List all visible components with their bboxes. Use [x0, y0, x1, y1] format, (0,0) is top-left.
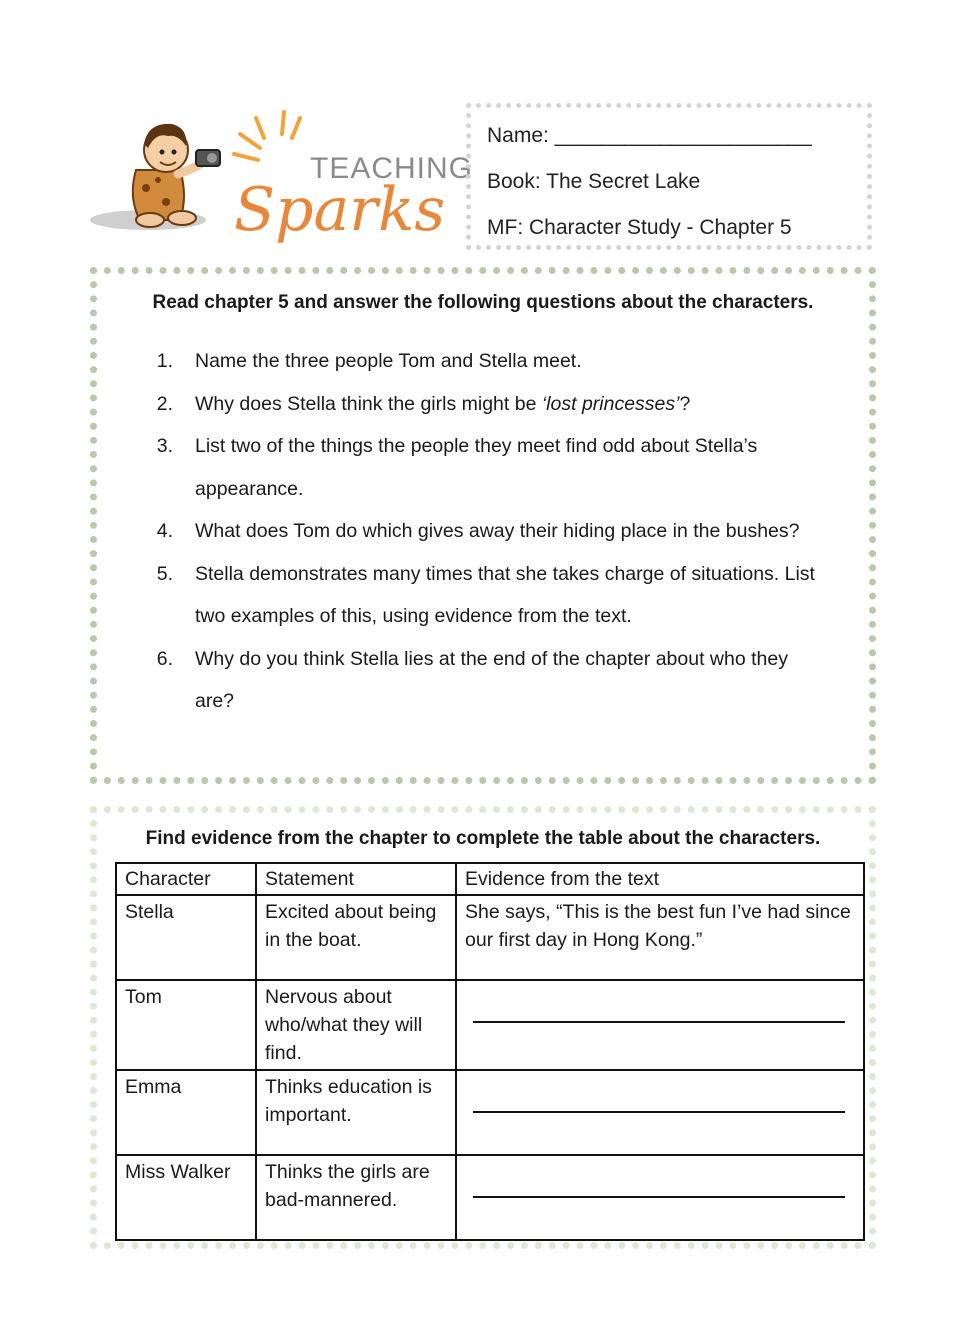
teaching-sparks-logo	[88, 108, 474, 253]
statement-cell: Thinks education is important.	[256, 1070, 456, 1155]
question-text	[195, 553, 849, 638]
logo-text-sparks: Sparks	[234, 175, 446, 245]
character-cell: Miss Walker	[116, 1155, 256, 1240]
answer-line[interactable]	[473, 1021, 845, 1023]
question-text-line: are?	[195, 690, 235, 712]
name-field-label[interactable]: Name: ______________________	[487, 124, 812, 147]
character-cell: Stella	[116, 895, 256, 980]
header-statement: Statement	[256, 863, 456, 895]
evidence-section	[90, 806, 876, 1249]
question-number: 5.	[156, 562, 173, 585]
question-text: What does Tom do which gives away their hiding place in the bushes?	[195, 520, 800, 542]
questions-title: Read chapter 5 and answer the following questions about the characters.	[152, 292, 814, 313]
table-row	[116, 895, 864, 980]
question-number: 4.	[156, 520, 173, 542]
question-number: 2.	[156, 392, 173, 415]
question-number: 1.	[156, 350, 173, 372]
answer-line[interactable]	[473, 1196, 845, 1198]
question-text-part: Why does Stella think the girls might be	[195, 392, 542, 415]
question-text	[195, 383, 849, 426]
question-number: 6.	[156, 647, 173, 670]
evidence-cell[interactable]	[456, 980, 864, 1070]
question-text-italic: ‘lost princesses’	[541, 392, 680, 415]
table-row	[116, 1070, 864, 1155]
header-character: Character	[116, 863, 256, 895]
question-text-line: Why do you think Stella lies at the end of the chapter about who they	[195, 647, 788, 670]
question-item	[139, 510, 849, 553]
question-item	[139, 340, 849, 383]
question-text-line: Stella demonstrates many times that she takes charge of situations. List	[195, 562, 815, 585]
questions-section	[90, 267, 876, 784]
question-item	[139, 553, 849, 638]
question-text	[195, 425, 849, 510]
statement-cell: Excited about being in the boat.	[256, 895, 456, 980]
statement-cell: Nervous about who/what they will find.	[256, 980, 456, 1070]
question-number: 3.	[156, 435, 173, 457]
evidence-cell[interactable]	[456, 1155, 864, 1240]
question-text-line: two examples of this, using evidence from the text.	[195, 605, 632, 627]
question-text	[195, 638, 849, 723]
evidence-title: Find evidence from the chapter to complete the table about the characters.	[145, 828, 821, 849]
statement-cell: Thinks the girls are bad-mannered.	[256, 1155, 456, 1240]
header-evidence: Evidence from the text	[456, 863, 864, 895]
table-row	[116, 980, 864, 1070]
table-header-row	[116, 863, 864, 895]
student-info-box	[466, 103, 872, 250]
question-text-line: appearance.	[195, 477, 304, 500]
answer-line[interactable]	[473, 1111, 845, 1113]
character-cell: Emma	[116, 1070, 256, 1155]
question-text: Name the three people Tom and Stella meet.	[195, 350, 582, 372]
character-cell: Tom	[116, 980, 256, 1070]
book-title-label: Book: The Secret Lake	[487, 170, 701, 193]
evidence-table	[115, 862, 865, 1241]
question-text-part: ?	[679, 392, 691, 415]
table-row	[116, 1155, 864, 1240]
logo-text-teaching: TEACHING	[310, 152, 474, 185]
question-item	[139, 383, 849, 426]
question-text-line: List two of the things the people they meet find odd about Stella’s	[195, 435, 758, 457]
evidence-cell: She says, “This is the best fun I’ve had since our first day in Hong Kong.”	[456, 895, 864, 980]
question-item	[139, 425, 849, 510]
evidence-cell[interactable]	[456, 1070, 864, 1155]
question-item	[139, 638, 849, 723]
questions-list	[139, 340, 849, 723]
study-title-label: MF: Character Study - Chapter 5	[487, 216, 792, 239]
